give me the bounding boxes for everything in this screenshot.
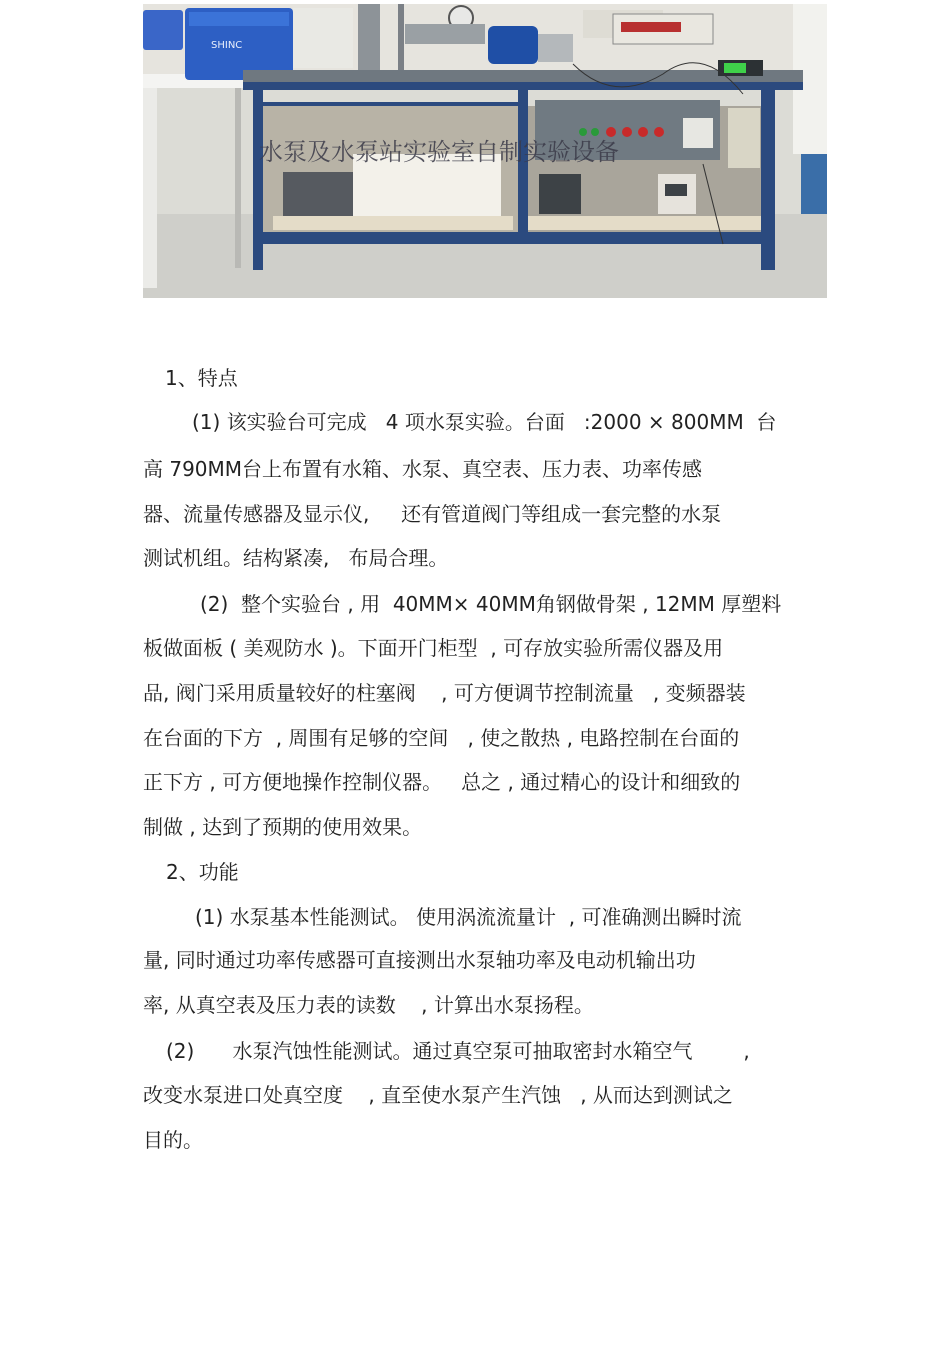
para1-line2: 高 790MM台上布置有水箱、水泵、真空表、压力表、功率传感 bbox=[143, 457, 703, 481]
para2-line6: 制做 , 达到了预期的使用效果。 bbox=[143, 815, 423, 839]
section-heading-functions: 2、功能 bbox=[166, 860, 239, 884]
photo-caption: 水泵及水泵站实验室自制实验设备 bbox=[259, 138, 619, 166]
para4-line1: (2) 水泵汽蚀性能测试。通过真空泵可抽取密封水箱空气 , bbox=[166, 1039, 750, 1063]
para2-line3: 品, 阀门采用质量较好的柱塞阀 , 可方便调节控制流量 , 变频器装 bbox=[143, 681, 746, 705]
para2-line4: 在台面的下方 , 周围有足够的空间 , 使之散热 , 电路控制在台面的 bbox=[143, 726, 740, 750]
para1-line4: 测试机组。结构紧凑, 布局合理。 bbox=[143, 546, 449, 570]
para2-line1: (2) 整个实验台 , 用 40MM× 40MM角钢做骨架 , 12MM 厚塑料 bbox=[200, 592, 782, 616]
para3-line1: (1) 水泵基本性能测试。 使用涡流流量计 , 可准确测出瞬时流 bbox=[195, 905, 742, 929]
para4-line3: 目的。 bbox=[143, 1128, 203, 1152]
tank-brand-text: SHINC bbox=[211, 40, 243, 51]
para2-line5: 正下方 , 可方便地操作控制仪器。 总之 , 通过精心的设计和细致的 bbox=[143, 770, 741, 794]
para4-line2: 改变水泵进口处真空度 , 直至使水泵产生汽蚀 , 从而达到测试之 bbox=[143, 1083, 733, 1107]
para3-line3: 率, 从真空表及压力表的读数 , 计算出水泵扬程。 bbox=[143, 993, 594, 1017]
section-heading-features: 1、特点 bbox=[165, 366, 238, 390]
para3-line2: 量, 同时通过功率传感器可直接测出水泵轴功率及电动机输出功 bbox=[143, 948, 696, 972]
equipment-photo bbox=[143, 4, 827, 298]
para2-line2: 板做面板 ( 美观防水 )。下面开门柜型 , 可存放实验所需仪器及用 bbox=[143, 636, 724, 660]
para1-line3: 器、流量传感器及显示仪, 还有管道阀门等组成一套完整的水泵 bbox=[143, 502, 722, 526]
para1-line1: (1) 该实验台可完成 4 项水泵实验。台面 :2000 × 800MM 台 bbox=[192, 410, 777, 434]
